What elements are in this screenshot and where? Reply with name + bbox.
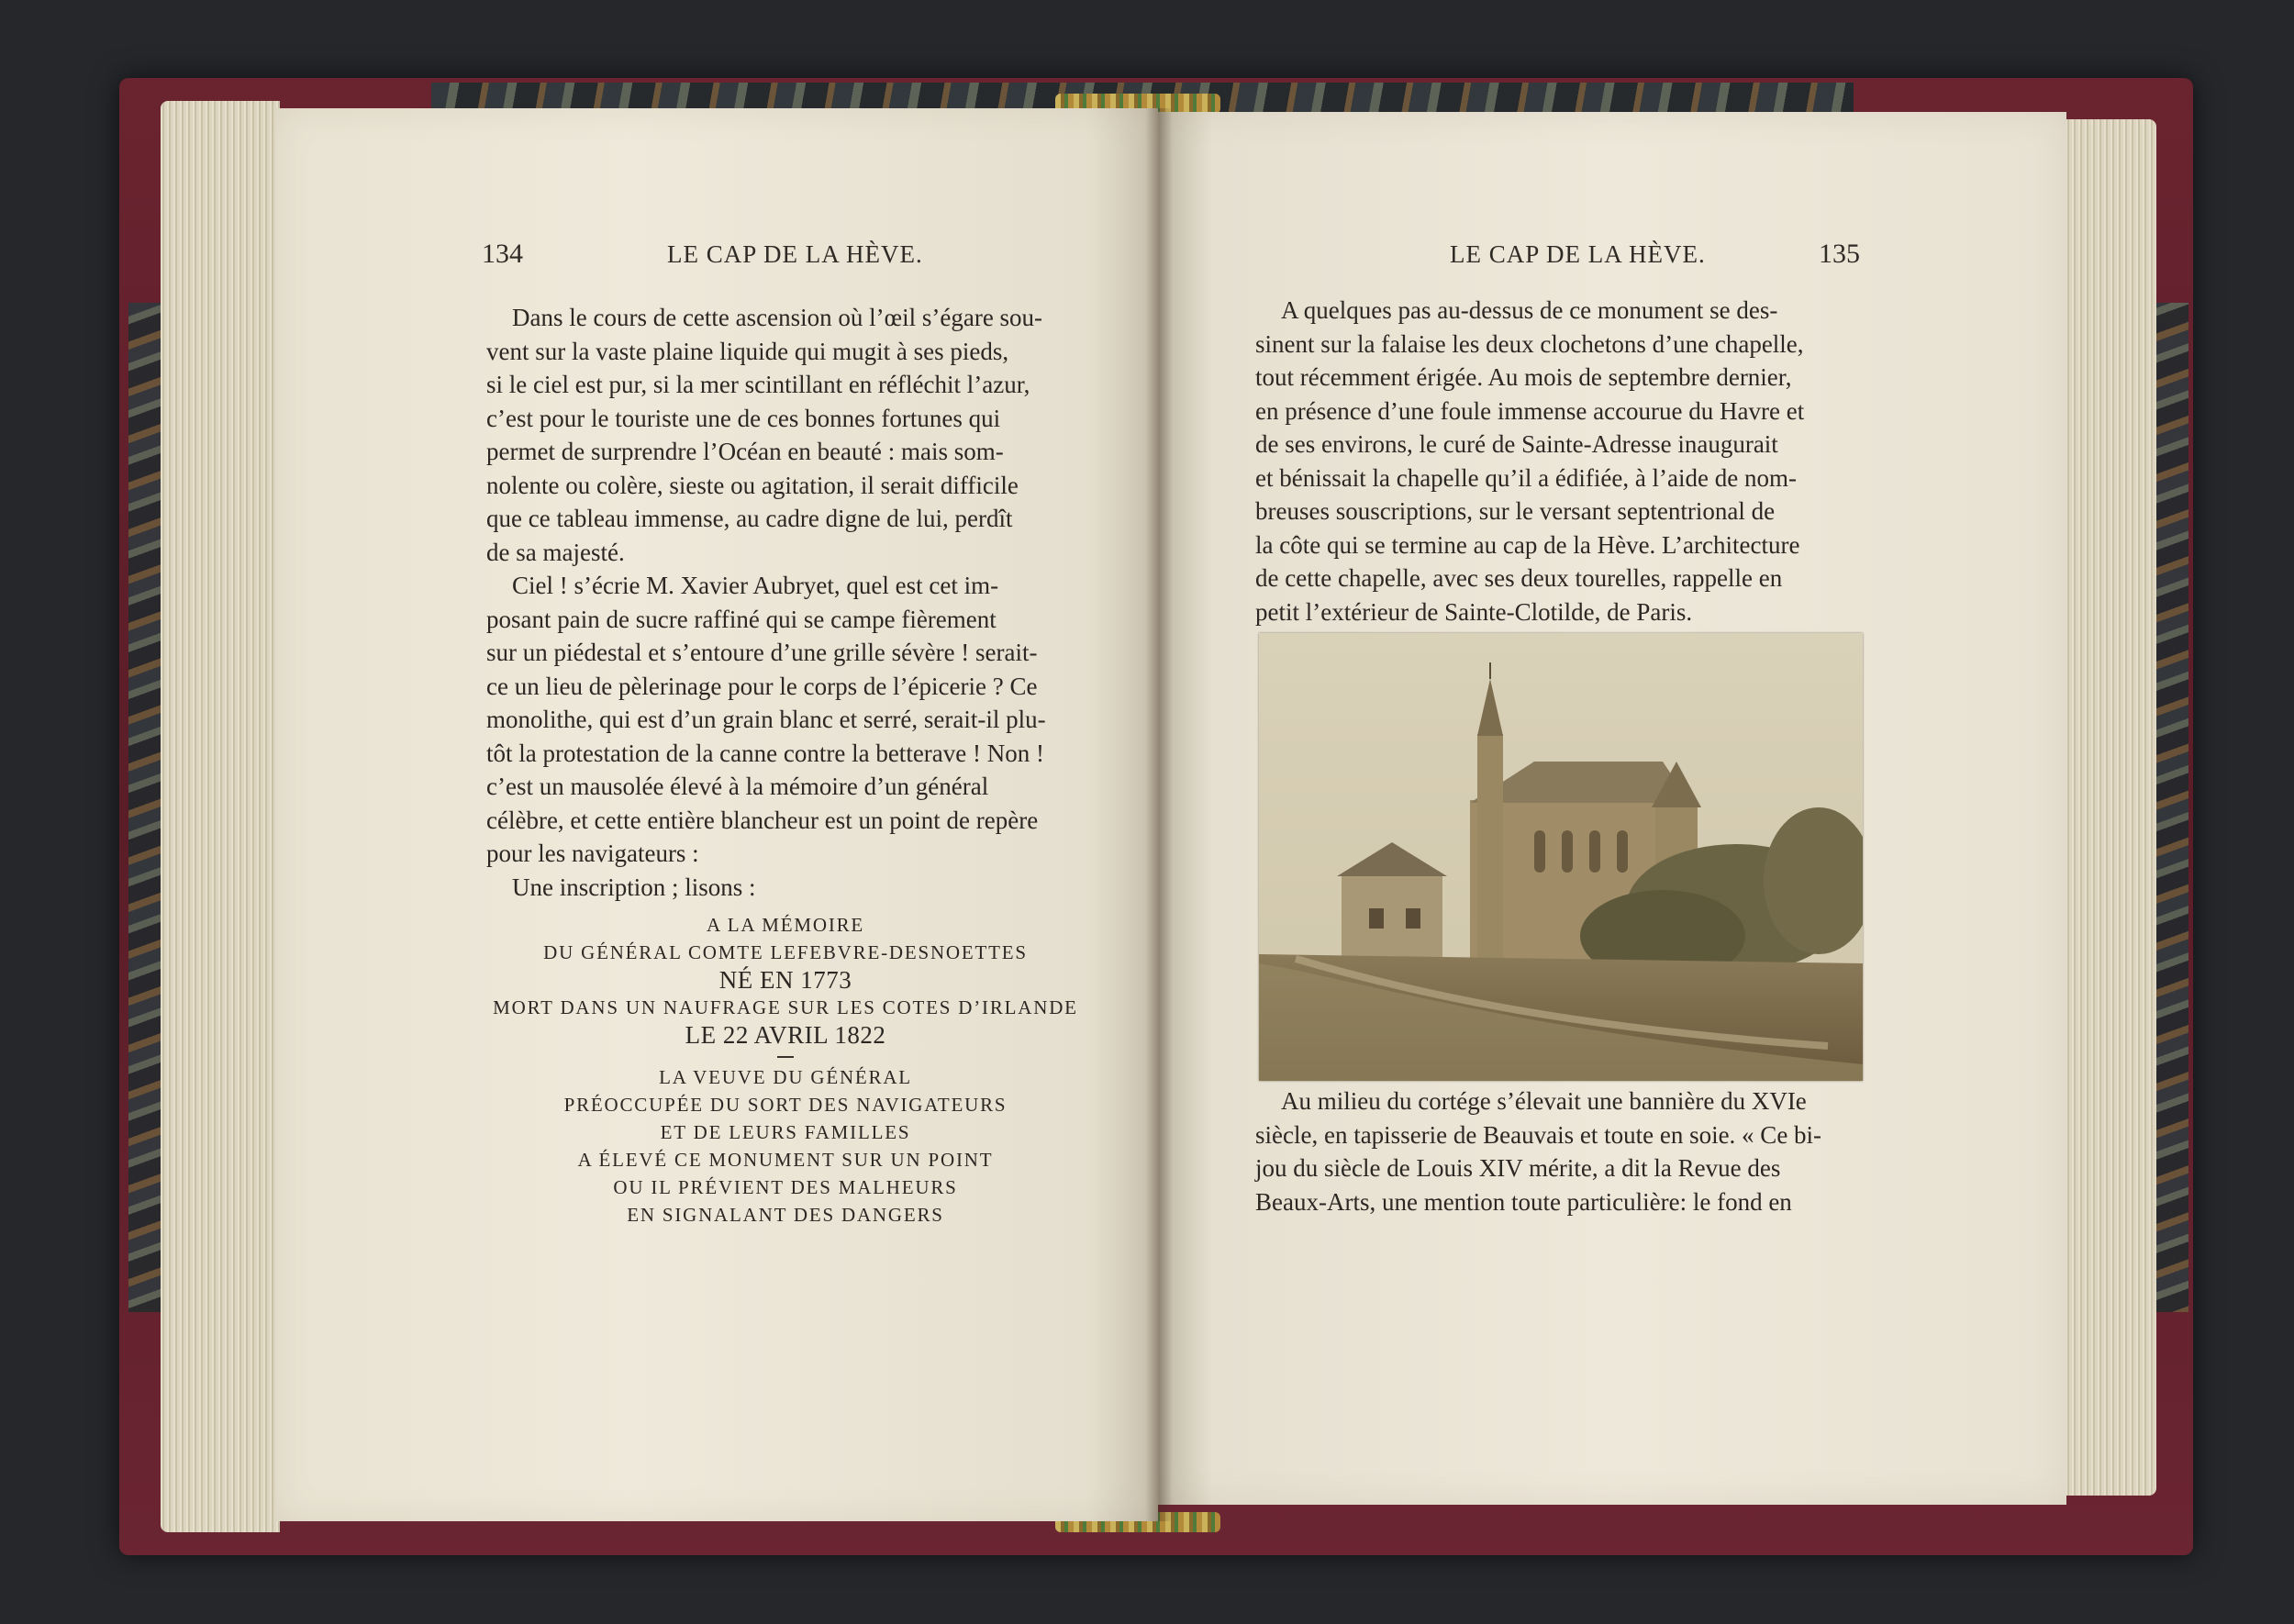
left-running-head: LE CAP DE LA HÈVE. [667,240,923,268]
chapel-illustration [1259,633,1863,1081]
right-running-head: LE CAP DE LA HÈVE. [1450,240,1706,268]
left-paragraph-1: Dans le cours de cette ascension où l’œil s’égare sou- vent sur la vaste plaine liquide qui mugit à ses pieds, si le ciel est pur, si la mer scintillant en réfléchit l’azur, c’est pour le touriste une de ces bonnes fortunes qui permet de surprendre l’Océan en beauté : mais som- nolente ou colère, sieste ou agitation, il serait difficile que ce tableau immense, au cadre digne de lui, perdît de sa majesté. [486,304,1043,566]
right-text-column [1255,294,1854,628]
right-page-number: 135 [1819,239,1860,269]
inscription-part-2: LA VEUVE DU GÉNÉRAL PRÉOCCUPÉE DU SORT DES NAVIGATEURS ET DE LEURS FAMILLES A ÉLEVÉ CE MONUMENT SUR UN POINT OU IL PRÉVIENT DES MALHEURS EN SIGNALANT DES DANGERS [563,1066,1008,1226]
left-paragraph-2: Ciel ! s’écrie M. Xavier Aubryet, quel est cet im- posant pain de sucre raffiné qui se campe fièrement sur un piédestal et s’entoure d’une grille sévère ! serait- ce un lieu de pèlerinage pour le corps de l’épicerie ? Ce monolithe, qui est d’un grain blanc et serré, serait-il plu- tôt la protestation de la canne contre la betterave ! Non ! c’est un mausolée élevé à la mémoire d’un général célèbre, et cette entière blancheur est un point de repère pour les navigateurs : [486,572,1046,867]
left-page-number: 134 [482,239,523,269]
book-gutter [1145,108,1173,1521]
inscription-divider [777,1056,794,1058]
right-paragraph-2: Au milieu du cortége s’élevait une bannière du XVIe siècle, en tapisserie de Beauvais et toute en soie. « Ce bi- jou du siècle de Louis XIV mérite, a dit la Revue des Beaux-Arts, une mention toute particulière: le fond en [1255,1087,1822,1216]
left-paragraph-3: Une inscription ; lisons : [512,873,756,901]
page-edges-left [161,101,280,1532]
chapel-photograph [1259,633,1863,1081]
left-text-column [486,301,1085,1229]
right-paragraph-1: A quelques pas au-dessus de ce monument se des- sinent sur la falaise les deux clochetons d’une chapelle, tout récemment érigée. Au mois de septembre dernier, en présence d’une foule immense accourue du Havre et de ses environs, le curé de Sainte-Adresse inaugurait et bénissait la chapelle qu’il a édifiée, à l’aide de nom- breuses souscriptions, sur le versant septentrional de la côte qui se termine au cap de la Hève. L’architecture de cette chapelle, avec ses deux tourelles, rappelle en petit l’extérieur de Sainte-Clotilde, de Paris. [1255,296,1805,626]
inscription-part-1: A LA MÉMOIRE DU GÉNÉRAL COMTE LEFEBVRE-DESNOETTES NÉ EN 1773 MORT DANS UN NAUFRAGE SUR LES COTES D’IRLANDE LE 22 AVRIL 1822 [493,914,1078,1049]
right-text-column-lower [1255,1085,1854,1218]
